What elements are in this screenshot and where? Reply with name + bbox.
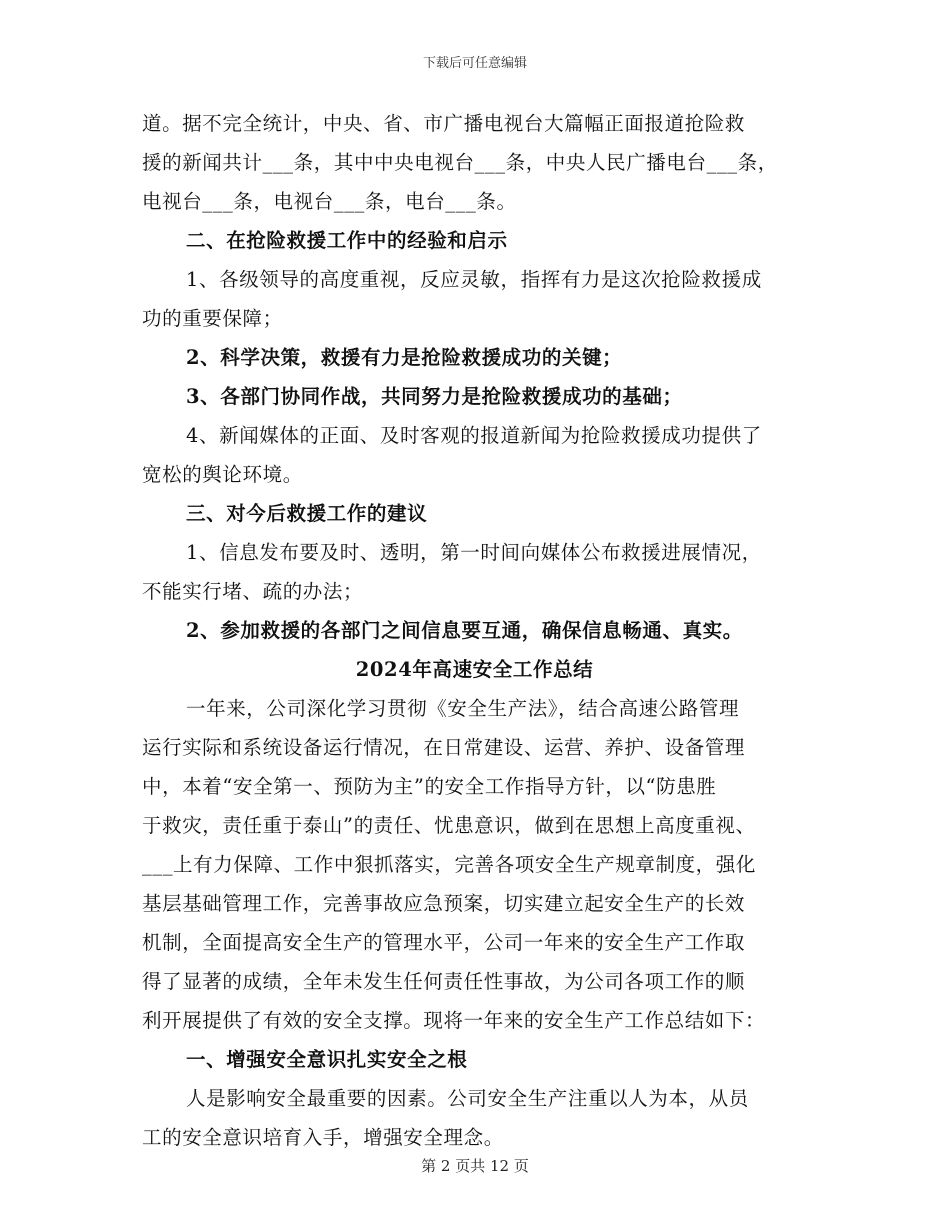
paragraph-line: 人是影响安全最重要的因素。公司安全生产注重以人为本，从员 [186,1087,749,1110]
paragraph-line: 援的新闻共计___条，其中中央电视台___条，中央人民广播电台___条， [142,151,778,174]
paragraph-line: 得了显著的成绩，全年未发生任何责任性事故，为公司各项工作的顺 [142,970,746,993]
paragraph-line: 工的安全意识培育入手，增强安全理念。 [142,1126,504,1149]
paragraph-line: 利开展提供了有效的安全支撑。现将一年来的安全生产工作总结如下： [142,1009,766,1032]
paragraph-line: 电视台___条，电视台___条，电台___条。 [142,190,517,213]
paragraph-line: 不能实行堵、疏的办法； [142,580,364,603]
paragraph-line: 中，本着“安全第一、预防为主”的安全工作指导方针，以“防患胜 [142,775,717,798]
page-header: 下载后可任意编辑 [422,56,527,71]
paragraph-line: 运行实际和系统设备运行情况，在日常建设、运营、养护、设备管理 [142,736,746,759]
paragraph-line: 宽松的舆论环境。 [142,463,303,486]
paragraph-line: 道。据不完全统计，中央、省、市广播电视台大篇幅正面报道抢险救 [142,112,746,135]
paragraph-line: ___上有力保障、工作中狠抓落实，完善各项安全生产规章制度，强化 [142,853,756,876]
heading-line: 一、增强安全意识扎实安全之根 [186,1048,468,1071]
paragraph-line: 于救灾，责任重于泰山”的责任、忧患意识，做到在思想上高度重视、 [142,814,756,837]
page-footer: 第 2 页共 12 页 [421,1157,529,1175]
heading-line: 2、科学决策，救援有力是抢险救援成功的关键； [186,346,623,369]
paragraph-line: 基层基础管理工作，完善事故应急预案，切实建立起安全生产的长效 [142,892,746,915]
heading-line: 2、参加救援的各部门之间信息要互通，确保信息畅通、真实。 [186,619,743,642]
paragraph-line: 1、信息发布要及时、透明，第一时间向媒体公布救援进展情况， [186,541,762,564]
paragraph-line: 1、各级领导的高度重视，反应灵敏，指挥有力是这次抢险救援成 [186,268,762,291]
paragraph-line: 一年来，公司深化学习贯彻《安全生产法》，结合高速公路管理 [186,697,740,720]
heading-line: 二、在抢险救援工作中的经验和启示 [186,229,508,252]
paragraph-line: 功的重要保障； [142,307,283,330]
heading-line: 3、各部门协同作战，共同努力是抢险救援成功的基础； [186,385,683,408]
section-title: 2024年高速安全工作总结 [355,658,594,681]
document-body [142,104,807,1157]
heading-line: 三、对今后救援工作的建议 [186,502,428,525]
paragraph-line: 机制，全面提高安全生产的管理水平，公司一年来的安全生产工作取 [142,931,746,954]
paragraph-line: 4、新闻媒体的正面、及时客观的报道新闻为抢险救援成功提供了 [186,424,762,447]
